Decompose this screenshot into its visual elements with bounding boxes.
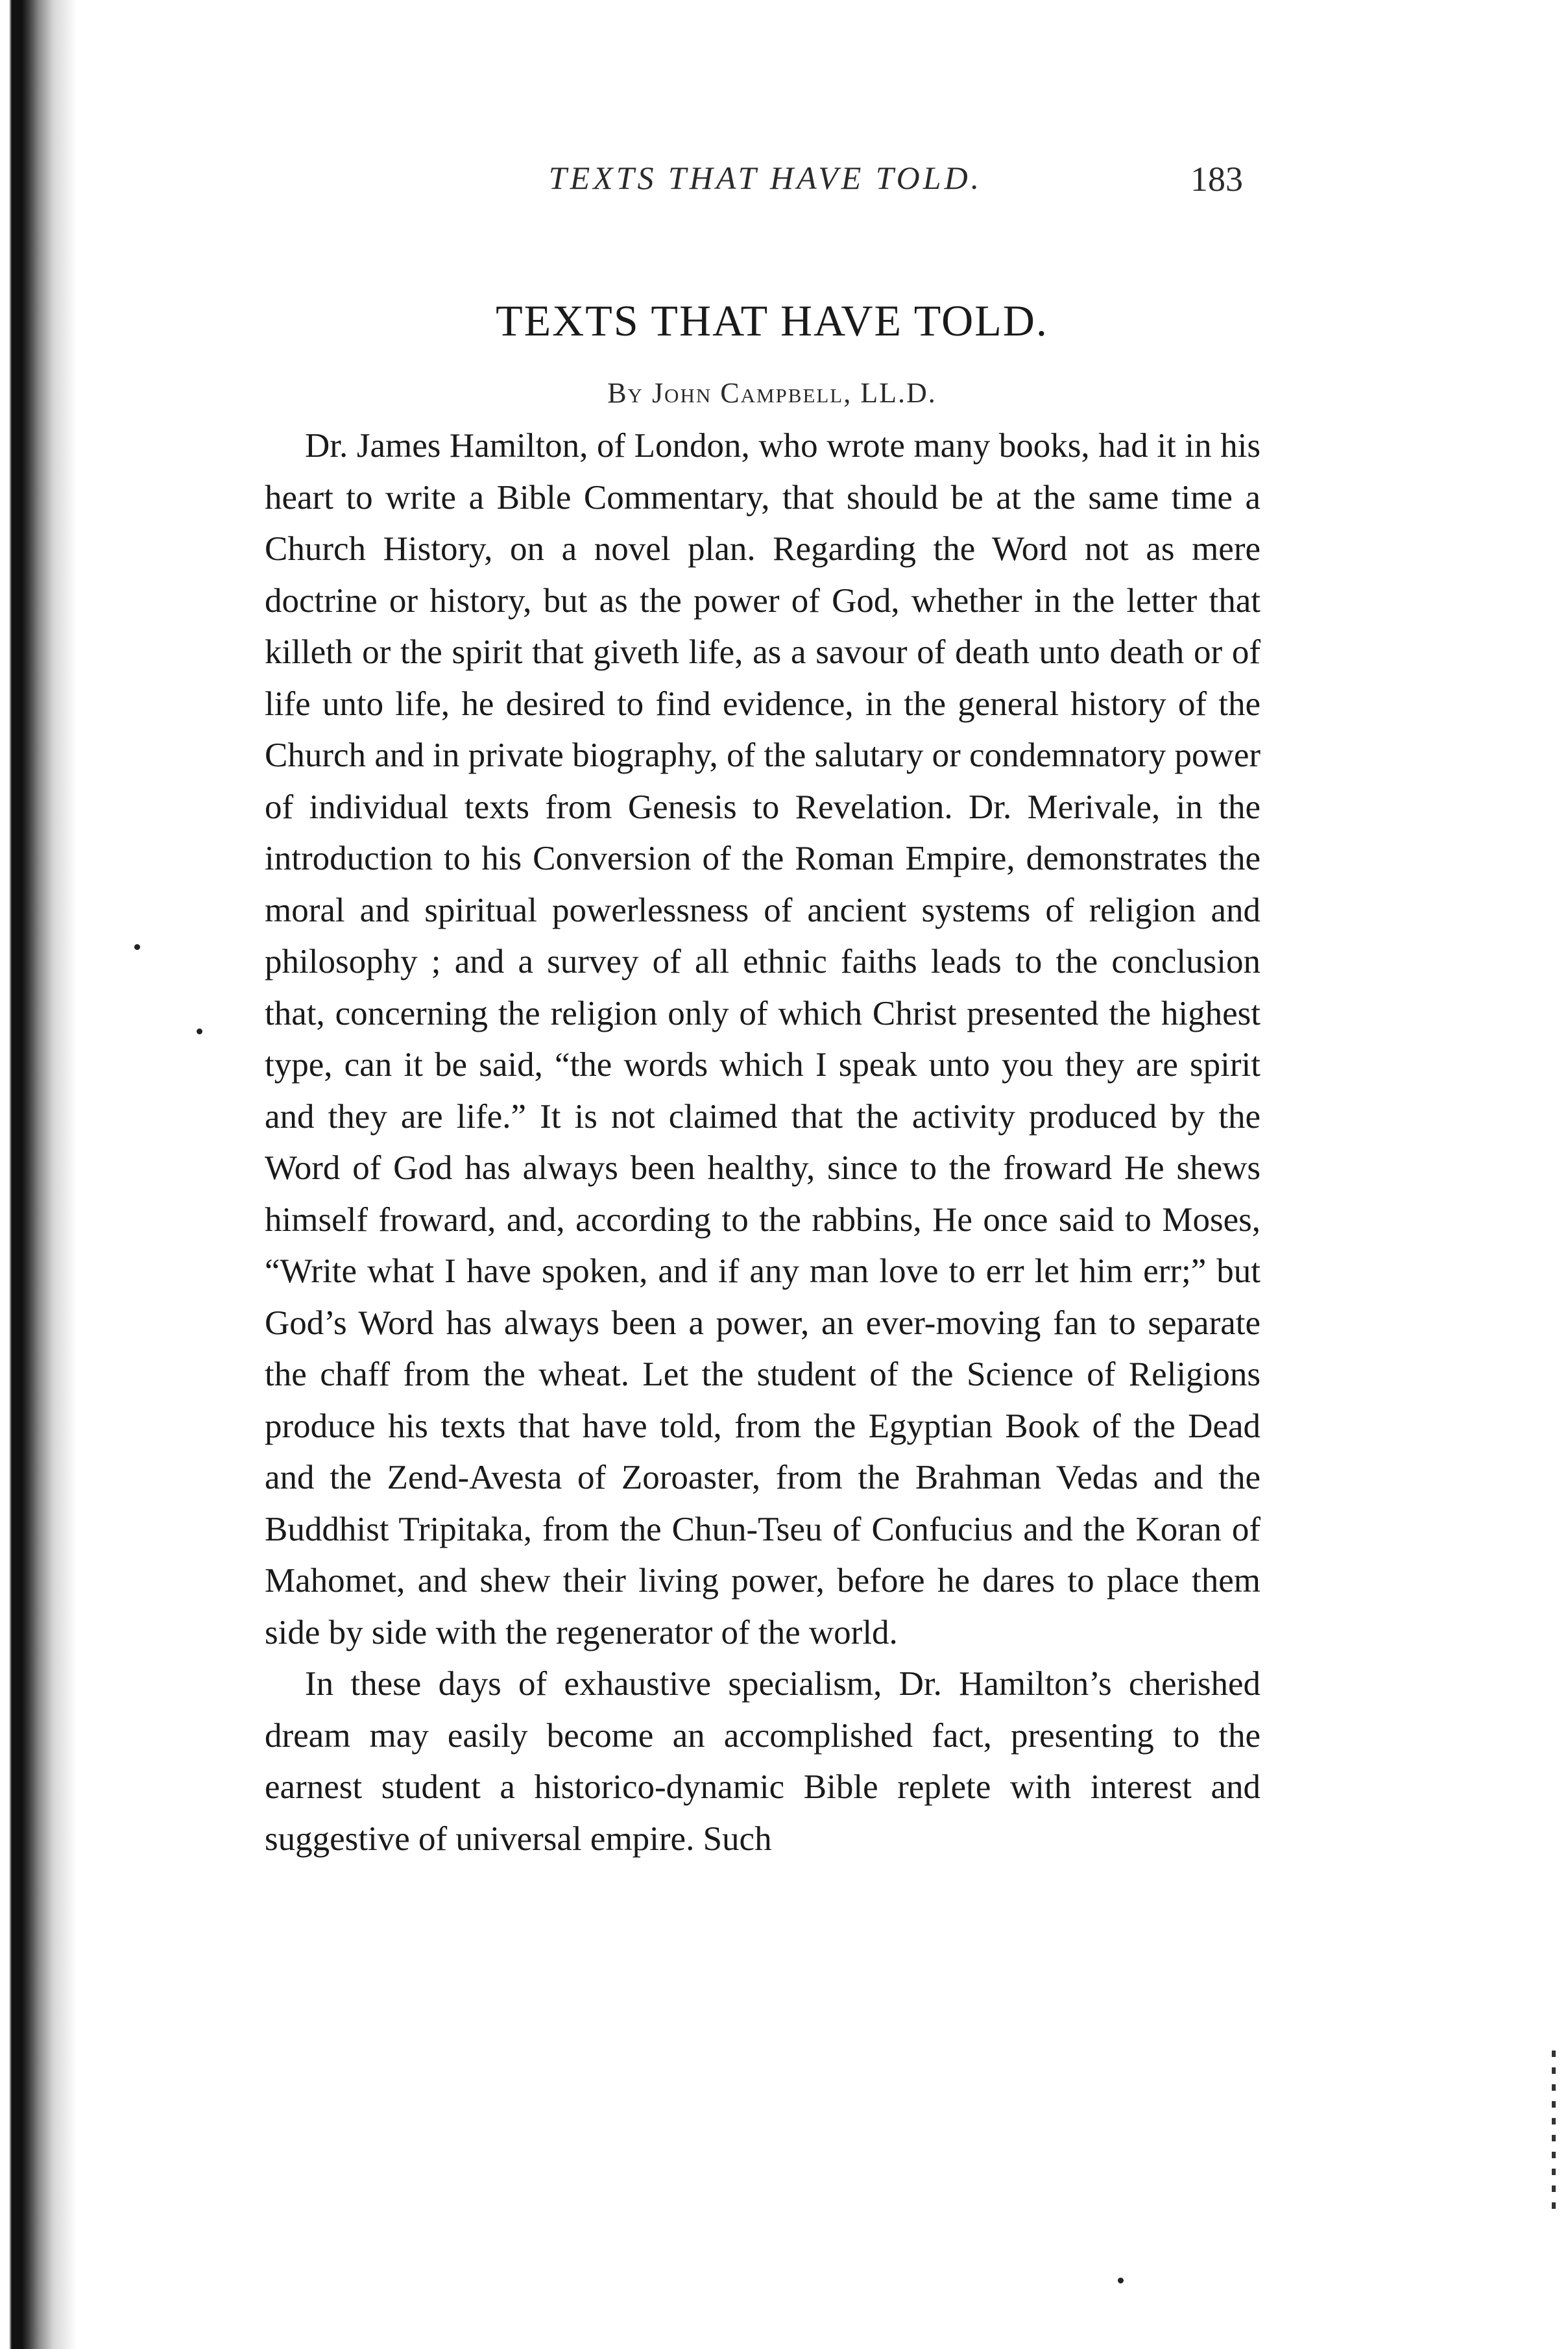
stray-mark [134, 944, 140, 950]
article-title: TEXTS THAT HAVE TOLD. [496, 296, 1048, 345]
paragraph: In these days of exhaustive specialism, Dr. Hamilton’s cherished dream may easily become an accomplished fact, presenting to the earnest student a historico-dynamic Bible replete with interest and suggestive of universal empire. Such [265, 1665, 1260, 1858]
running-title: TEXTS THAT HAVE TOLD. [548, 160, 983, 196]
running-head [0, 159, 1568, 198]
stray-mark [1118, 2278, 1124, 2283]
page-number: 183 [1190, 160, 1243, 199]
paragraph: Dr. James Hamilton, of London, who wrote many books, had it in his heart to write a Bible Commentary, that should be at the same time a Church History, on a novel plan. Regarding the Word not as mere doctrine or history, but as the power of God, whether in the letter that killeth or the spirit that giveth life, as a savour of death unto death or of life unto life, he desired to find evidence, in the general history of the Church and in private biography, of the salutary or condemnatory power of individual texts from Genesis to Revelation. Dr. Merivale, in the introduction to his Conversion of the Roman Empire, demonstrates the moral and spiritual powerlessness of ancient systems of religion and philosophy ; and a survey of all ethnic faiths leads to the conclusion that, concerning the religion only of which Christ presented the highest type, can it be said, “the words which I speak unto you they are spirit and they are life.” It is not claimed that the activity produced by the Word of God has always been healthy, since to the froward He shews himself froward, and, according to the rabbins, He once said to Moses, “Write what I have spoken, and if any man love to err let him err;” but God’s Word has always been a power, an ever-moving fan to separate the chaff from the wheat. Let the student of the Science of Religions produce his texts that have told, from the Egyptian Book of the Dead and the Zend-Avesta of Zoroaster, from the Brahman Vedas and the Buddhist Tripitaka, from the Chun-Tseu of Confucius and the Koran of Mahomet, and shew their living power, before he dares to place them side by side with the regenerator of the world. [265, 427, 1260, 1651]
article-body [265, 420, 1260, 1865]
byline: By John Campbell, LL.D. [607, 377, 937, 409]
scan-edge-marks [1552, 2051, 1556, 2219]
stray-mark [197, 1028, 202, 1034]
scan-binding-edge [0, 0, 77, 2349]
